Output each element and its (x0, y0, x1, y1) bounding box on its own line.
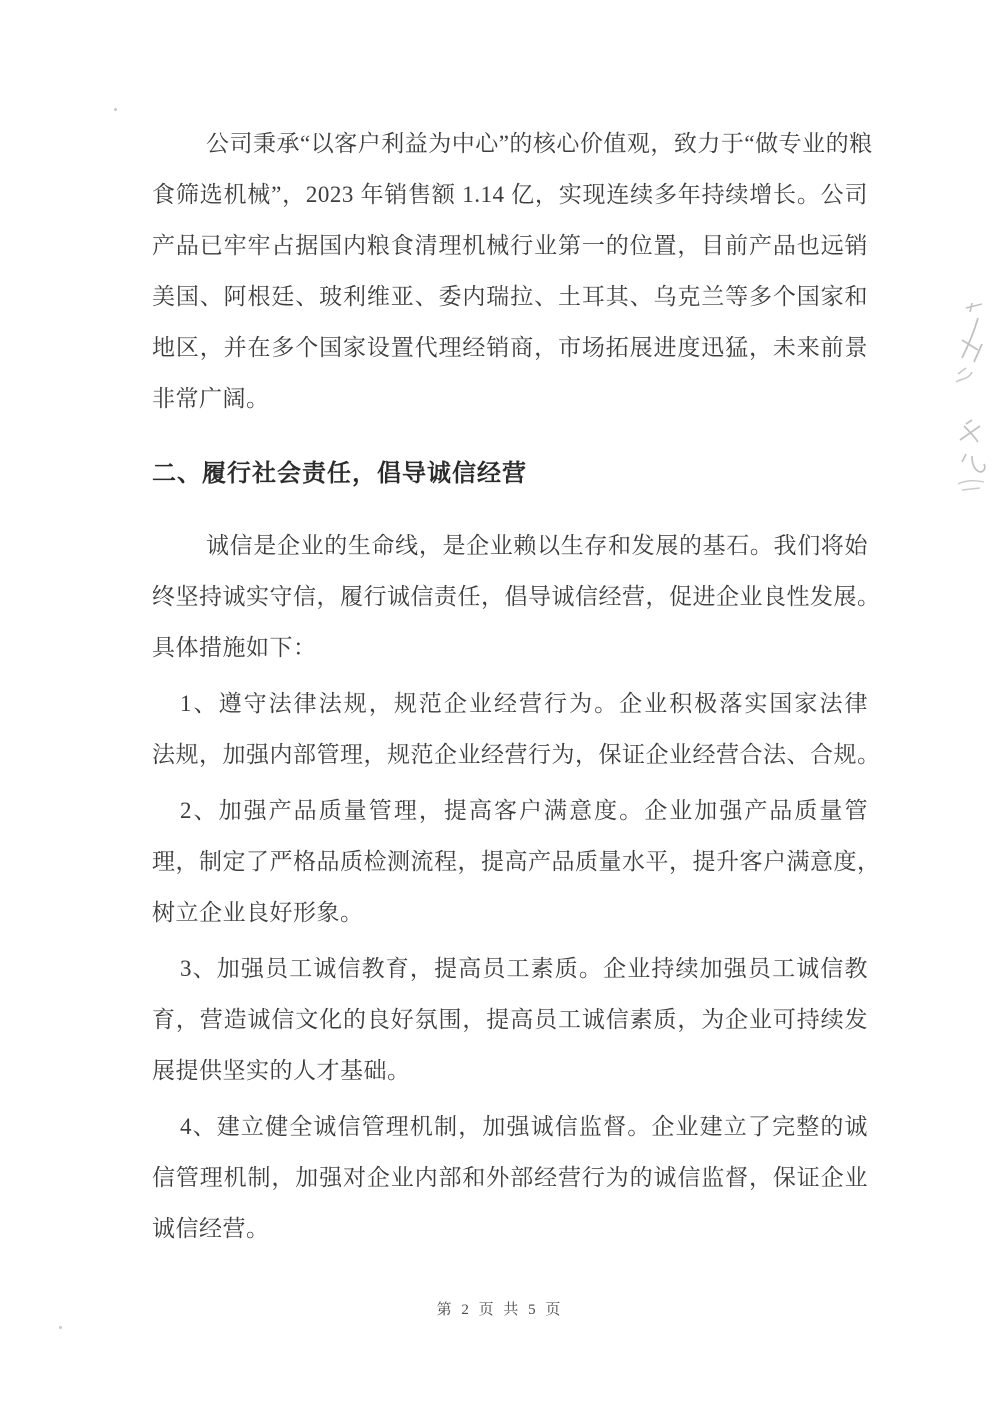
paragraph-intro (152, 118, 873, 424)
paragraph-integrity (152, 520, 881, 673)
text-line: 育，营造诚信文化的良好氛围，提高员工诚信素质，为企业可持续发 (152, 1007, 868, 1032)
text-line: 1、遵守法律法规，规范企业经营行为。企业积极落实国家法律 (180, 691, 868, 716)
text-line: 具体措施如下： (152, 635, 317, 660)
text-line: 法规，加强内部管理，规范企业经营行为，保证企业经营合法、合规。 (152, 742, 881, 767)
text-line: 终坚持诚实守信，履行诚信责任，倡导诚信经营，促进企业良性发展。 (152, 584, 881, 609)
scan-speck (59, 1326, 62, 1329)
text-line: 诚信经营。 (152, 1216, 270, 1241)
text-line: 产品已牢牢占据国内粮食清理机械行业第一的位置，目前产品也远销 (152, 233, 868, 258)
page-footer: 第 2 页 共 5 页 (436, 1302, 564, 1318)
scan-speck (114, 108, 117, 111)
text-line: 非常广阔。 (152, 386, 270, 411)
text-line: 树立企业良好形象。 (152, 900, 364, 925)
text-line: 2、加强产品质量管理，提高客户满意度。企业加强产品质量管 (180, 798, 868, 823)
text-line: 3、加强员工诚信教育，提高员工素质。企业持续加强员工诚信教 (180, 956, 868, 981)
text-line: 地区，并在多个国家设置代理经销商，市场拓展进度迅猛，未来前景 (152, 335, 868, 360)
measure-item-3 (152, 943, 868, 1096)
document-body (152, 118, 881, 1259)
text-line: 公司秉承“以客户利益为中心”的核心价值观，致力于“做专业的粮 (206, 131, 873, 156)
margin-handwriting-artifact (950, 418, 1000, 498)
text-line: 诚信是企业的生命线，是企业赖以生存和发展的基石。我们将始 (206, 533, 868, 558)
text-line: 食筛选机械”，2023 年销售额 1.14 亿，实现连续多年持续增长。公司 (152, 182, 868, 207)
measure-item-4 (152, 1101, 868, 1254)
measure-item-2 (152, 785, 881, 938)
text-line: 信管理机制，加强对企业内部和外部经营行为的诚信监督，保证企业 (152, 1165, 868, 1190)
measure-item-1 (152, 678, 881, 780)
margin-handwriting-artifact (952, 300, 1000, 390)
text-line: 展提供坚实的人才基础。 (152, 1058, 411, 1083)
text-line: 4、建立健全诚信管理机制，加强诚信监督。企业建立了完整的诚 (180, 1114, 868, 1139)
text-line: 理，制定了严格品质检测流程，提高产品质量水平，提升客户满意度， (152, 849, 881, 874)
text-line: 美国、阿根廷、玻利维亚、委内瑞拉、土耳其、乌克兰等多个国家和 (152, 284, 868, 309)
section-heading: 二、履行社会责任，倡导诚信经营 (152, 460, 527, 487)
